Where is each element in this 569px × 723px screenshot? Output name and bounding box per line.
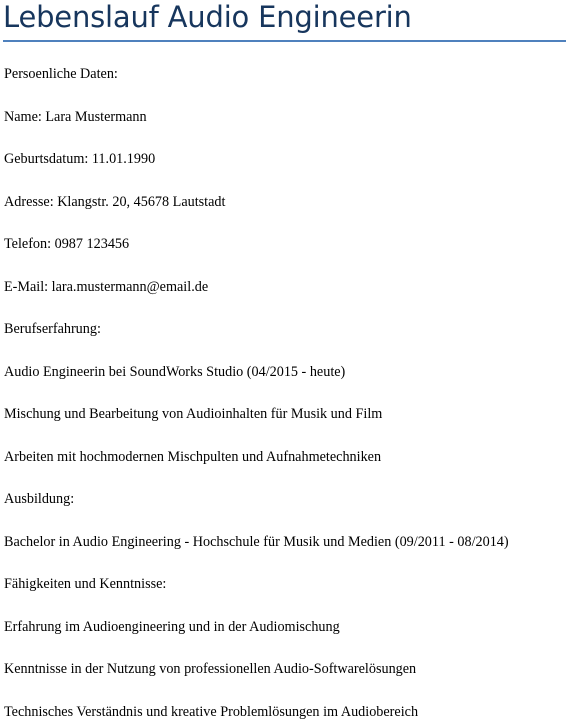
- skills-line: Erfahrung im Audioengineering und in der Audiomischung: [4, 619, 340, 635]
- document-title: Lebenslauf Audio Engineerin: [3, 0, 412, 34]
- skills-line: Technisches Verständnis und kreative Problemlösungen im Audiobereich: [4, 704, 419, 720]
- personal-name-line: Name: Lara Mustermann: [4, 109, 147, 125]
- experience-line: Audio Engineerin bei SoundWorks Studio (04/2015 - heute): [4, 364, 346, 380]
- skills-line: Kenntnisse in der Nutzung von professionellen Audio-Softwarelösungen: [4, 661, 417, 677]
- personal-birthdate-line: Geburtsdatum: 11.01.1990: [4, 151, 156, 167]
- experience-line: Mischung und Bearbeitung von Audioinhalten für Musik und Film: [4, 406, 383, 422]
- section-heading-personal: Persoenliche Daten:: [4, 66, 118, 82]
- experience-line: Arbeiten mit hochmodernen Mischpulten und Aufnahmetechniken: [4, 449, 382, 465]
- section-heading-experience: Berufserfahrung:: [4, 321, 101, 337]
- section-heading-education: Ausbildung:: [4, 491, 75, 507]
- personal-phone-line: Telefon: 0987 123456: [4, 236, 130, 252]
- education-line: Bachelor in Audio Engineering - Hochschule für Musik und Medien (09/2011 - 08/2014): [4, 534, 509, 550]
- personal-address-line: Adresse: Klangstr. 20, 45678 Lautstadt: [4, 194, 226, 210]
- title-underline: [3, 40, 566, 42]
- section-heading-skills: Fähigkeiten und Kenntnisse:: [4, 576, 167, 592]
- personal-email-line: E-Mail: lara.mustermann@email.de: [4, 279, 209, 295]
